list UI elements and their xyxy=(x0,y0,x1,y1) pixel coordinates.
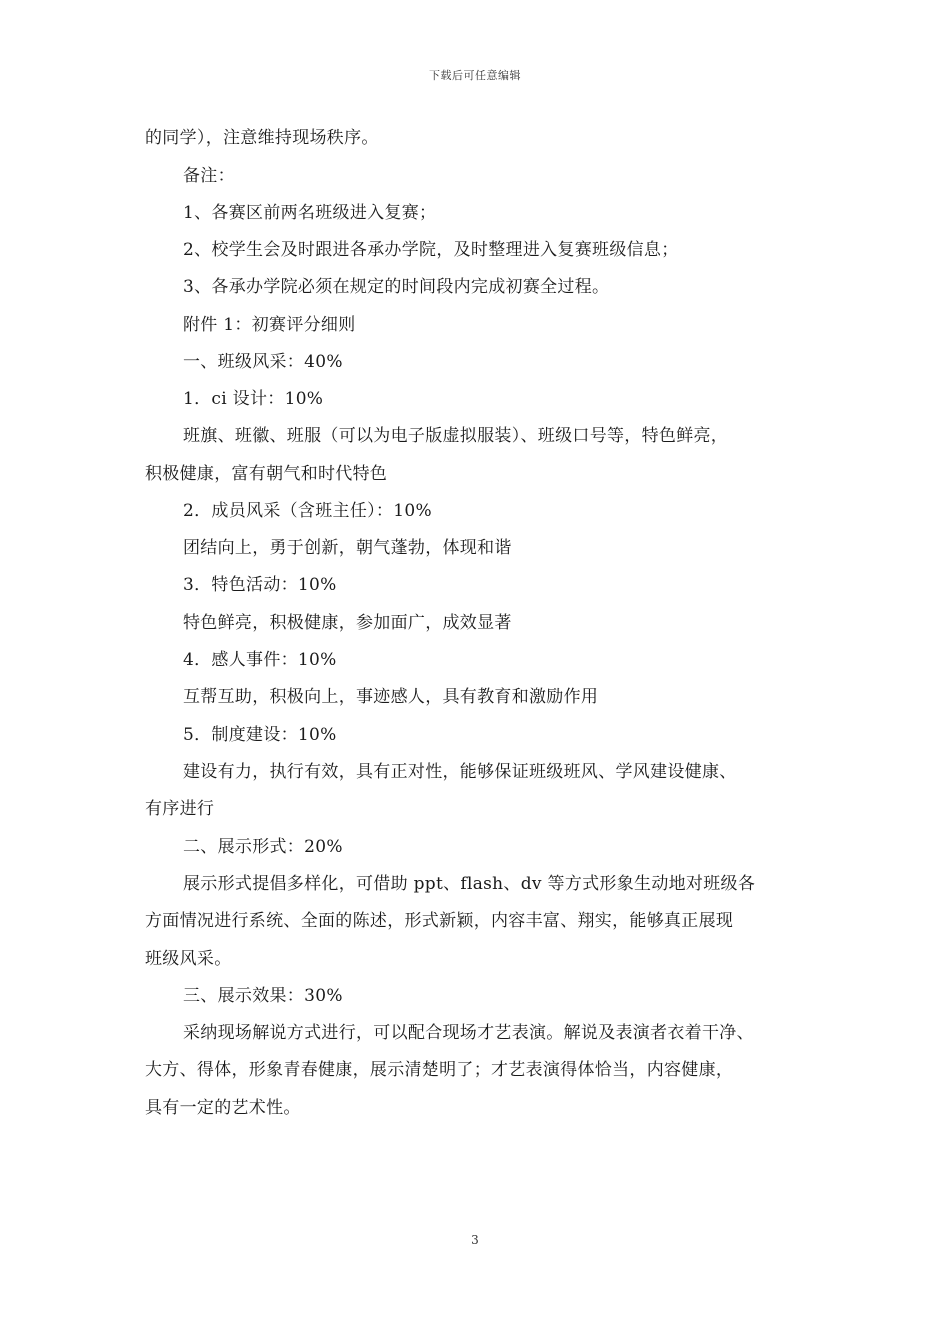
text-line: 班旗、班徽、班服（可以为电子版虚拟服装）、班级口号等，特色鲜亮， xyxy=(183,426,729,446)
text-line: 1、各赛区前两名班级进入复赛； xyxy=(183,203,437,223)
text-line: 备注： xyxy=(183,166,235,186)
text-line: 积极健康，富有朝气和时代特色 xyxy=(145,464,388,484)
text-line: 大方、得体，形象青春健康，展示清楚明了；才艺表演得体恰当，内容健康， xyxy=(145,1060,734,1080)
text-line: 附件 1：初赛评分细则 xyxy=(183,315,356,335)
text-line: 的同学），注意维持现场秩序。 xyxy=(145,128,379,148)
text-line: 2、校学生会及时跟进各承办学院，及时整理进入复赛班级信息； xyxy=(183,240,679,260)
text-line: 特色鲜亮，积极健康，参加面广，成效显著 xyxy=(183,613,512,633)
subsection-heading: 4．感人事件：10% xyxy=(183,650,337,670)
text-line: 互帮互助，积极向上，事迹感人，具有教育和激励作用 xyxy=(183,687,599,707)
subsection-heading: 2．成员风采（含班主任）：10% xyxy=(183,501,432,521)
page-number: 3 xyxy=(471,1233,479,1247)
subsection-heading: 3．特色活动：10% xyxy=(183,575,337,595)
subsection-heading: 5．制度建设：10% xyxy=(183,725,337,745)
section-heading: 三、展示效果：30% xyxy=(183,986,343,1006)
subsection-heading: 1．ci 设计：10% xyxy=(183,389,324,409)
text-line: 方面情况进行系统、全面的陈述，形式新颖，内容丰富、翔实，能够真正展现 xyxy=(145,911,734,931)
text-line: 采纳现场解说方式进行，可以配合现场才艺表演。解说及表演者衣着干净、 xyxy=(183,1023,754,1043)
text-line: 展示形式提倡多样化，可借助 ppt、flash、dv 等方式形象生动地对班级各 xyxy=(183,874,756,894)
text-line: 团结向上，勇于创新，朝气蓬勃，体现和谐 xyxy=(183,538,512,558)
text-line: 具有一定的艺术性。 xyxy=(145,1098,301,1118)
text-line: 建设有力，执行有效，具有正对性，能够保证班级班风、学风建设健康、 xyxy=(183,762,737,782)
text-line: 班级风采。 xyxy=(145,949,232,969)
text-line: 有序进行 xyxy=(145,799,215,819)
text-line: 3、各承办学院必须在规定的时间段内完成初赛全过程。 xyxy=(183,277,610,297)
section-heading: 一、班级风采：40% xyxy=(183,352,343,372)
section-heading: 二、展示形式：20% xyxy=(183,837,343,857)
page-header: 下载后可任意编辑 xyxy=(429,69,521,82)
